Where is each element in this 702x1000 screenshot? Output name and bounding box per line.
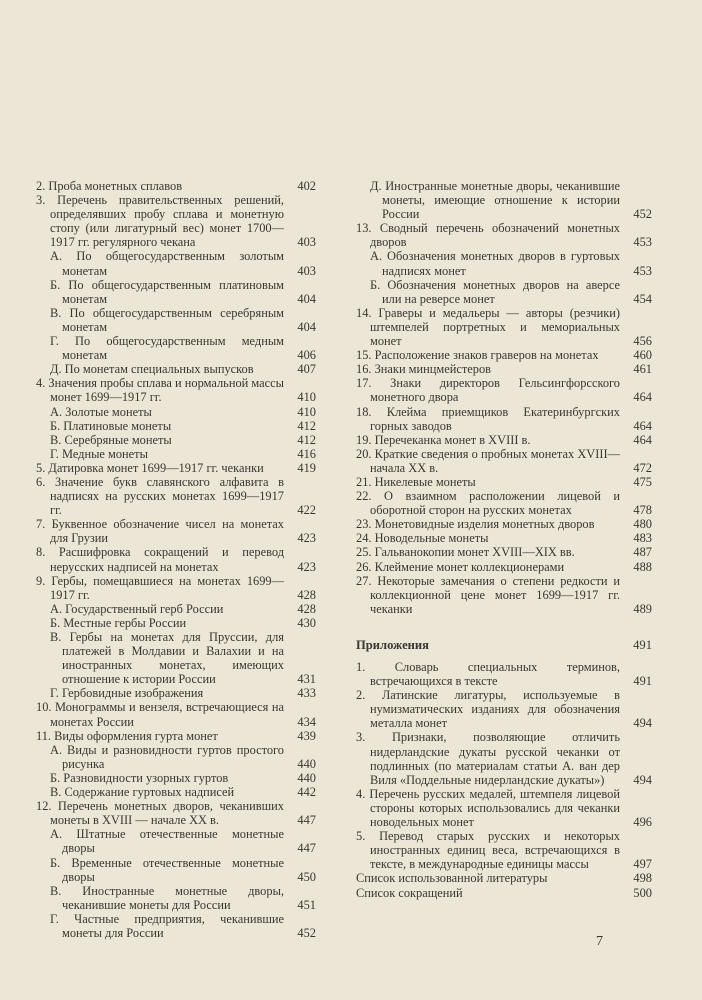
toc-entry [36, 193, 316, 249]
toc-entry-page: 423 [297, 559, 316, 574]
toc-entry-title: Б. Обозначения монетных дворов на аверсе или на реверсе монет [370, 277, 620, 306]
toc-entry-title: 24. Новодельные монеты [356, 531, 489, 546]
toc-entry-title: В. Гербы на монетах для Пруссии, для платежей в Молдавии и Валахии и на иностранных монетах, имеющих отношение к истории России [50, 630, 284, 687]
toc-entry-title: 17. Знаки директоров Гельсингфорсского монетного двора [356, 376, 620, 405]
toc-entry-page: 464 [633, 432, 652, 447]
toc-entry-title: 4. Перечень русских медалей, штемпеля лицевой стороны которых использовались для чеканки новодельных монет [356, 786, 620, 830]
toc-entry [356, 433, 652, 447]
toc-entry-page: 439 [297, 728, 316, 743]
toc-entry [356, 278, 652, 306]
toc-entry-page: 475 [633, 474, 652, 489]
toc-entry-title: Б. Платиновые монеты [50, 418, 172, 433]
toc-entry-page: 416 [297, 446, 316, 461]
toc-entry [36, 405, 316, 419]
toc-entry-page: 447 [297, 841, 316, 856]
toc-entry-page: 419 [297, 460, 316, 475]
toc-entry [36, 799, 316, 827]
toc-entry [36, 545, 316, 573]
toc-entry [36, 884, 316, 912]
toc-entry [356, 447, 652, 475]
toc-entry-title: 20. Краткие сведения о пробных монетах XVIII—начала XX в. [356, 446, 620, 475]
appendix-heading [356, 638, 652, 652]
toc-entry-title: Б. По общегосударственным платиновым монетам [50, 277, 284, 306]
toc-entry [36, 362, 316, 376]
toc-entry-page: 452 [633, 207, 652, 222]
toc-entry-page: 496 [633, 815, 652, 830]
toc-entry [36, 475, 316, 517]
toc-entry-title: 2. Проба монетных сплавов [36, 179, 183, 193]
toc-entry-title: А. Виды и разновидности гуртов простого рисунка [50, 742, 284, 771]
toc-entry-page: 450 [297, 869, 316, 884]
toc-entry [36, 616, 316, 630]
toc-entry-title: 6. Значение букв славянского алфавита в надписях на русских монетах 1699—1917 гг. [36, 474, 284, 518]
toc-entry [36, 433, 316, 447]
toc-right-column [356, 179, 652, 900]
toc-entry [356, 545, 652, 559]
toc-entry-page: 403 [297, 235, 316, 250]
toc-entry-title: 23. Монетовидные изделия монетных дворов [356, 517, 595, 532]
toc-entry [356, 574, 652, 616]
toc-entry [36, 686, 316, 700]
toc-entry-page: 494 [633, 772, 652, 787]
toc-entry [36, 447, 316, 461]
toc-entry-page: 428 [297, 601, 316, 616]
toc-entry-title: 1. Словарь специальных терминов, встречающихся в тексте [356, 660, 620, 689]
toc-entry-page: 404 [297, 291, 316, 306]
toc-entry-title: Б. Разновидности узорных гуртов [50, 770, 229, 785]
toc-entry [36, 574, 316, 602]
appendix-entry [356, 871, 652, 885]
appendix-entry [356, 688, 652, 730]
toc-entry-title: 5. Датировка монет 1699—1917 гг. чеканки [36, 460, 264, 475]
toc-entry [36, 334, 316, 362]
toc-entry-title: Список сокращений [356, 885, 463, 900]
toc-entry-page: 410 [297, 404, 316, 419]
toc-entry-title: А. Золотые монеты [50, 404, 152, 419]
toc-entry-title: Д. Иностранные монетные дворы, чеканившие монеты, имеющие отношение к истории России [370, 179, 620, 222]
toc-entry-title: 3. Перечень правительственных решений, определявших пробу сплава и монетную стопу (или лигатурный вес) монет 1700—1917 гг. регулярного чекана [36, 193, 284, 250]
toc-entry [36, 376, 316, 404]
toc-entry-title: 13. Сводный перечень обозначений монетных дворов [356, 221, 620, 250]
toc-entry-page: 433 [297, 686, 316, 701]
toc-entry-title: 18. Клейма приемщиков Екатеринбургских горных заводов [356, 404, 620, 433]
spacer [356, 652, 652, 660]
toc-entry [36, 785, 316, 799]
toc-entry [36, 729, 316, 743]
toc-entry-page: 442 [297, 785, 316, 800]
toc-entry-title: 5. Перевод старых русских и некоторых иностранных единиц веса, встречающихся в тексте, в международные единицы массы [356, 829, 620, 872]
appendix-entry [356, 660, 652, 688]
appendix-entry [356, 829, 652, 871]
toc-entry-title: 4. Значения пробы сплава и нормальной массы монет 1699—1917 гг. [36, 376, 284, 405]
toc-entry-title: 15. Расположение знаков граверов на монетах [356, 348, 599, 363]
appendix-entry [356, 886, 652, 900]
toc-left-column [36, 179, 316, 940]
toc-entry [36, 856, 316, 884]
toc-entry-title: В. Иностранные монетные дворы, чеканившие монеты для России [50, 883, 284, 912]
toc-entry [36, 912, 316, 940]
toc-entry-page: 488 [633, 559, 652, 574]
toc-entry-title: Д. По монетам специальных выпусков [50, 362, 254, 377]
appendix-entry [356, 787, 652, 829]
toc-entry-title: 3. Признаки, позволяющие отличить нидерландские дукаты русской чеканки от подлинных (по материалам статьи А. ван дер Виля «Поддельные нидерландские дукаты») [356, 730, 620, 787]
toc-entry-title: Г. Гербовидные изображения [50, 686, 204, 701]
toc-entry-page: 430 [297, 615, 316, 630]
toc-entry [356, 560, 652, 574]
toc-entry-page: 487 [633, 545, 652, 560]
toc-entry [356, 475, 652, 489]
toc-entry-page: 464 [633, 418, 652, 433]
appendix-heading-page: 491 [633, 637, 652, 652]
toc-entry-title: 22. О взаимном расположении лицевой и оборотной сторон на русских монетах [356, 489, 620, 518]
toc-entry-page: 406 [297, 348, 316, 363]
toc-entry-title: 16. Знаки минцмейстеров [356, 362, 492, 377]
toc-entry-title: 9. Гербы, помещавшиеся на монетах 1699—1917 гг. [36, 573, 284, 602]
toc-entry-title: Б. Местные гербы России [50, 615, 187, 630]
toc-entry-page: 434 [297, 714, 316, 729]
toc-entry-page: 447 [297, 813, 316, 828]
toc-entry-page: 407 [297, 362, 316, 377]
toc-entry-page: 456 [633, 334, 652, 349]
toc-entry-page: 412 [297, 418, 316, 433]
toc-entry-title: 11. Виды оформления гурта монет [36, 728, 218, 743]
toc-entry-title: 7. Буквенное обозначение чисел на монетах для Грузии [36, 517, 284, 546]
toc-entry-page: 428 [297, 587, 316, 602]
toc-entry-title: А. Штатные отечественные монетные дворы [50, 827, 284, 856]
toc-entry [356, 179, 652, 221]
toc-entry-title: А. Обозначения монетных дворов в гуртовых надписях монет [370, 249, 620, 278]
toc-entry [36, 278, 316, 306]
toc-entry [356, 517, 652, 531]
toc-entry [356, 221, 652, 249]
toc-entry-page: 440 [297, 756, 316, 771]
toc-entry-page: 452 [297, 925, 316, 940]
appendix-heading-title: Приложения [356, 637, 429, 652]
toc-entry-page: 412 [297, 432, 316, 447]
toc-entry [36, 827, 316, 855]
toc-entry-page: 404 [297, 319, 316, 334]
toc-entry-page: 402 [297, 179, 316, 193]
toc-entry-title: 10. Монограммы и вензеля, встречающиеся на монетах России [36, 700, 284, 729]
toc-entry [36, 306, 316, 334]
toc-entry-page: 491 [633, 674, 652, 689]
toc-entry [356, 362, 652, 376]
toc-entry-page: 489 [633, 601, 652, 616]
toc-entry [36, 630, 316, 686]
toc-entry-page: 500 [633, 885, 652, 900]
toc-entry-page: 483 [633, 531, 652, 546]
toc-entry-title: 12. Перечень монетных дворов, чеканивших монеты в XVIII — начале XX в. [36, 799, 284, 828]
toc-entry [356, 348, 652, 362]
appendix-entry [356, 730, 652, 786]
toc-entry-title: 2. Латинские лигатуры, используемые в нумизматических изданиях для обозначения металла монет [356, 688, 620, 731]
toc-entry [356, 249, 652, 277]
toc-entry [356, 306, 652, 348]
toc-entry-page: 498 [633, 871, 652, 886]
toc-entry [36, 700, 316, 728]
toc-entry-page: 472 [633, 460, 652, 475]
toc-entry-title: 26. Клеймение монет коллекционерами [356, 559, 565, 574]
toc-entry-page: 403 [297, 263, 316, 278]
toc-entry-title: Г. По общегосударственным медным монетам [50, 334, 284, 363]
toc-entry-page: 460 [633, 348, 652, 363]
toc-entry [36, 743, 316, 771]
toc-entry-title: 8. Расшифровка сокращений и перевод нерусских надписей на монетах [36, 545, 284, 574]
toc-entry-page: 494 [633, 716, 652, 731]
toc-entry-page: 478 [633, 503, 652, 518]
toc-entry-page: 423 [297, 531, 316, 546]
toc-entry-page: 440 [297, 770, 316, 785]
toc-entry-page: 497 [633, 857, 652, 872]
toc-entry-page: 453 [633, 235, 652, 250]
toc-entry-title: 25. Гальванокопии монет XVIII—XIX вв. [356, 545, 575, 560]
toc-entry-page: 464 [633, 390, 652, 405]
toc-entry-title: Г. Медные монеты [50, 446, 148, 461]
toc-entry-title: В. Серебряные монеты [50, 432, 172, 447]
toc-entry-page: 431 [297, 672, 316, 687]
toc-entry [36, 517, 316, 545]
toc-entry-page: 422 [297, 503, 316, 518]
toc-entry [356, 376, 652, 404]
toc-entry-page: 454 [633, 291, 652, 306]
toc-entry-page: 410 [297, 390, 316, 405]
toc-entry-title: 27. Некоторые замечания о степени редкости и коллекционной цене монет 1699—1917 гг. чеканки [356, 573, 620, 616]
toc-entry [356, 405, 652, 433]
toc-entry [356, 531, 652, 545]
toc-entry [36, 461, 316, 475]
toc-entry [36, 419, 316, 433]
toc-entry-title: 21. Никелевые монеты [356, 474, 476, 489]
toc-entry-page: 480 [633, 517, 652, 532]
toc-entry-title: 19. Перечеканка монет в XVIII в. [356, 432, 531, 447]
toc-entry-page: 451 [297, 897, 316, 912]
toc-entry [356, 489, 652, 517]
toc-entry-page: 461 [633, 362, 652, 377]
toc-entry [36, 771, 316, 785]
toc-entry-title: А. Государственный герб России [50, 601, 224, 616]
page-number: 7 [596, 934, 603, 949]
spacer [356, 616, 652, 638]
toc-entry-title: В. По общегосударственным серебряным монетам [50, 305, 284, 334]
toc-entry-title: 14. Граверы и медальеры — авторы (резчики) штемпелей портретных и мемориальных монет [356, 305, 620, 349]
toc-entry [36, 179, 316, 193]
toc-entry [36, 249, 316, 277]
toc-entry-title: Список использованной литературы [356, 871, 548, 886]
toc-entry-title: Б. Временные отечественные монетные дворы [50, 855, 284, 884]
toc-entry [36, 602, 316, 616]
toc-entry-title: А. По общегосударственным золотым монетам [50, 249, 284, 278]
toc-entry-title: Г. Частные предприятия, чеканившие монеты для России [50, 911, 284, 940]
toc-entry-page: 453 [633, 263, 652, 278]
toc-entry-title: В. Содержание гуртовых надписей [50, 785, 235, 800]
